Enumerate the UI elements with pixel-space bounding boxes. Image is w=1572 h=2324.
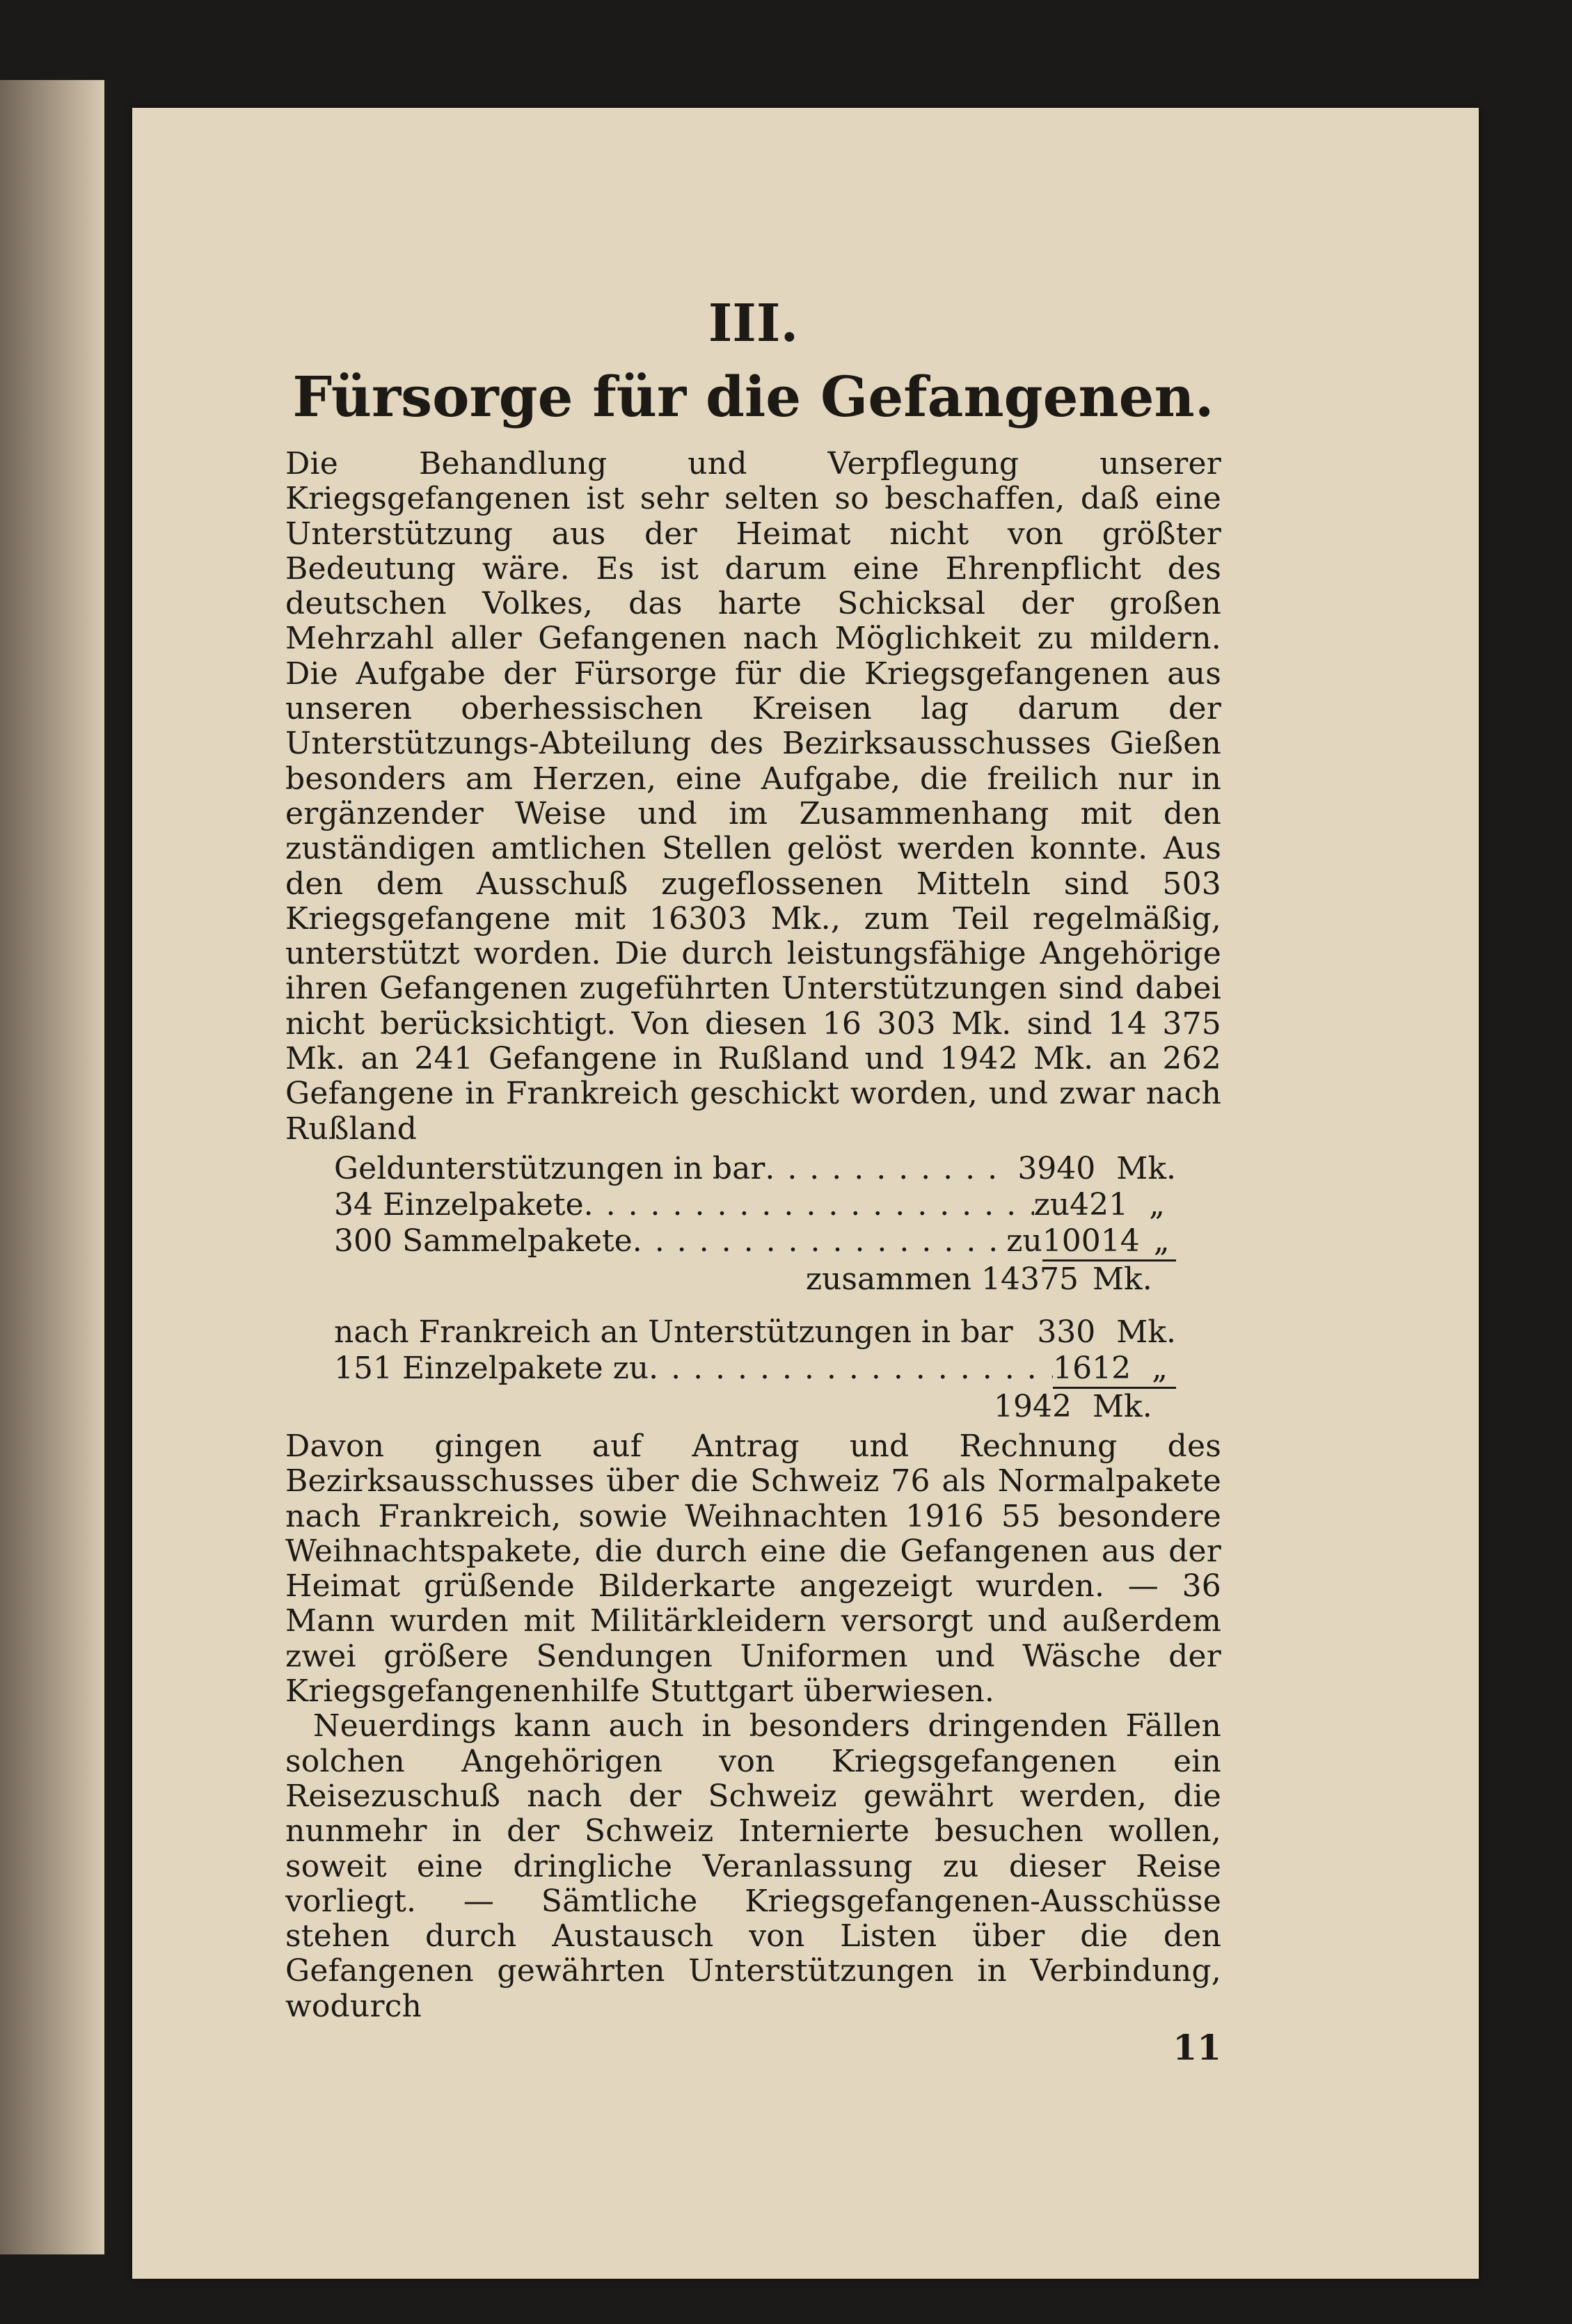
ledger-row: 151 Einzelpakete zu . . . 1612 „	[334, 1351, 1176, 1389]
chapter-title: Fürsorge für die Gefangenen.	[292, 364, 1214, 429]
page-content	[285, 292, 1221, 2068]
ledger-row: Geldunterstützungen in bar . . . 3940 Mk.	[334, 1151, 1176, 1187]
paragraph-2: Davon gingen auf Antrag und Rechnung des Bezirksausschusses über die Schweiz 76 als Normalpakete nach Frankreich, sowie Weihnachten 1916 55 besondere Weihnachtspakete, die durch eine die Gefangenen aus der Heimat grüßende Bilderkarte angezeigt wurden. — 36 Mann wurden mit Militärkleidern versorgt und außerdem zwei größere Sendungen Uniformen und Wäsche der Kriegsgefangenenhilfe Stuttgart überwiesen.	[285, 1428, 1221, 1710]
adjacent-page-edge	[0, 80, 104, 2254]
ledger-total-france: 1942 Mk.	[994, 1388, 1152, 1424]
page-number: 11	[1173, 2026, 1221, 2068]
ledger-total-russia: zusammen 14375 Mk.	[805, 1261, 1152, 1297]
chapter-number: III.	[708, 294, 799, 353]
donation-ledger	[334, 1151, 1176, 1425]
paragraph-3: Neuerdings kann auch in besonders dringenden Fällen solchen Angehörigen von Kriegsgefangenen ein Reisezuschuß nach der Schweiz gewährt werden, die nunmehr in der Schweiz Internierte besuchen wollen, soweit eine dringliche Veranlassung zu dieser Reise vorliegt. — Sämtliche Kriegsgefangenen-Ausschüsse stehen durch Austausch von Listen über die den Gefangenen gewährten Unterstützungen in Verbindung, wodurch	[285, 1708, 1221, 2024]
ledger-row: nach Frankreich an Unterstützungen in bar 330 Mk.	[334, 1314, 1176, 1350]
ledger-row: 34 Einzelpakete . . . zu 421 „	[334, 1187, 1176, 1223]
paragraph-1: Die Behandlung und Verpflegung unserer Kriegsgefangenen ist sehr selten so beschaffen, daß eine Unterstützung aus der Heimat nicht von größter Bedeutung wäre. Es ist darum eine Ehrenpflicht des deutschen Volkes, das harte Schicksal der großen Mehrzahl aller Gefangenen nach Möglichkeit zu mildern. Die Aufgabe der Fürsorge für die Kriegsgefangenen aus unseren oberhessischen Kreisen lag darum der Unterstützungs-Abteilung des Bezirksausschusses Gießen besonders am Herzen, eine Aufgabe, die freilich nur in ergänzender Weise und im Zusammenhang mit den zuständigen amtlichen Stellen gelöst werden konnte. Aus den dem Ausschuß zugeflossenen Mitteln sind 503 Kriegsgefangene mit 16303 Mk., zum Teil regelmäßig, unterstützt worden. Die durch leistungsfähige Angehörige ihren Gefangenen zugeführten Unterstützungen sind dabei nicht berücksichtigt. Von diesen 16 303 Mk. sind 14 375 Mk. an 241 Gefangene in Rußland und 1942 Mk. an 262 Gefangene in Frankreich geschickt worden, und zwar nach Rußland	[285, 446, 1221, 1147]
ledger-row: 300 Sammelpakete . . . zu 10014 „	[334, 1223, 1176, 1262]
